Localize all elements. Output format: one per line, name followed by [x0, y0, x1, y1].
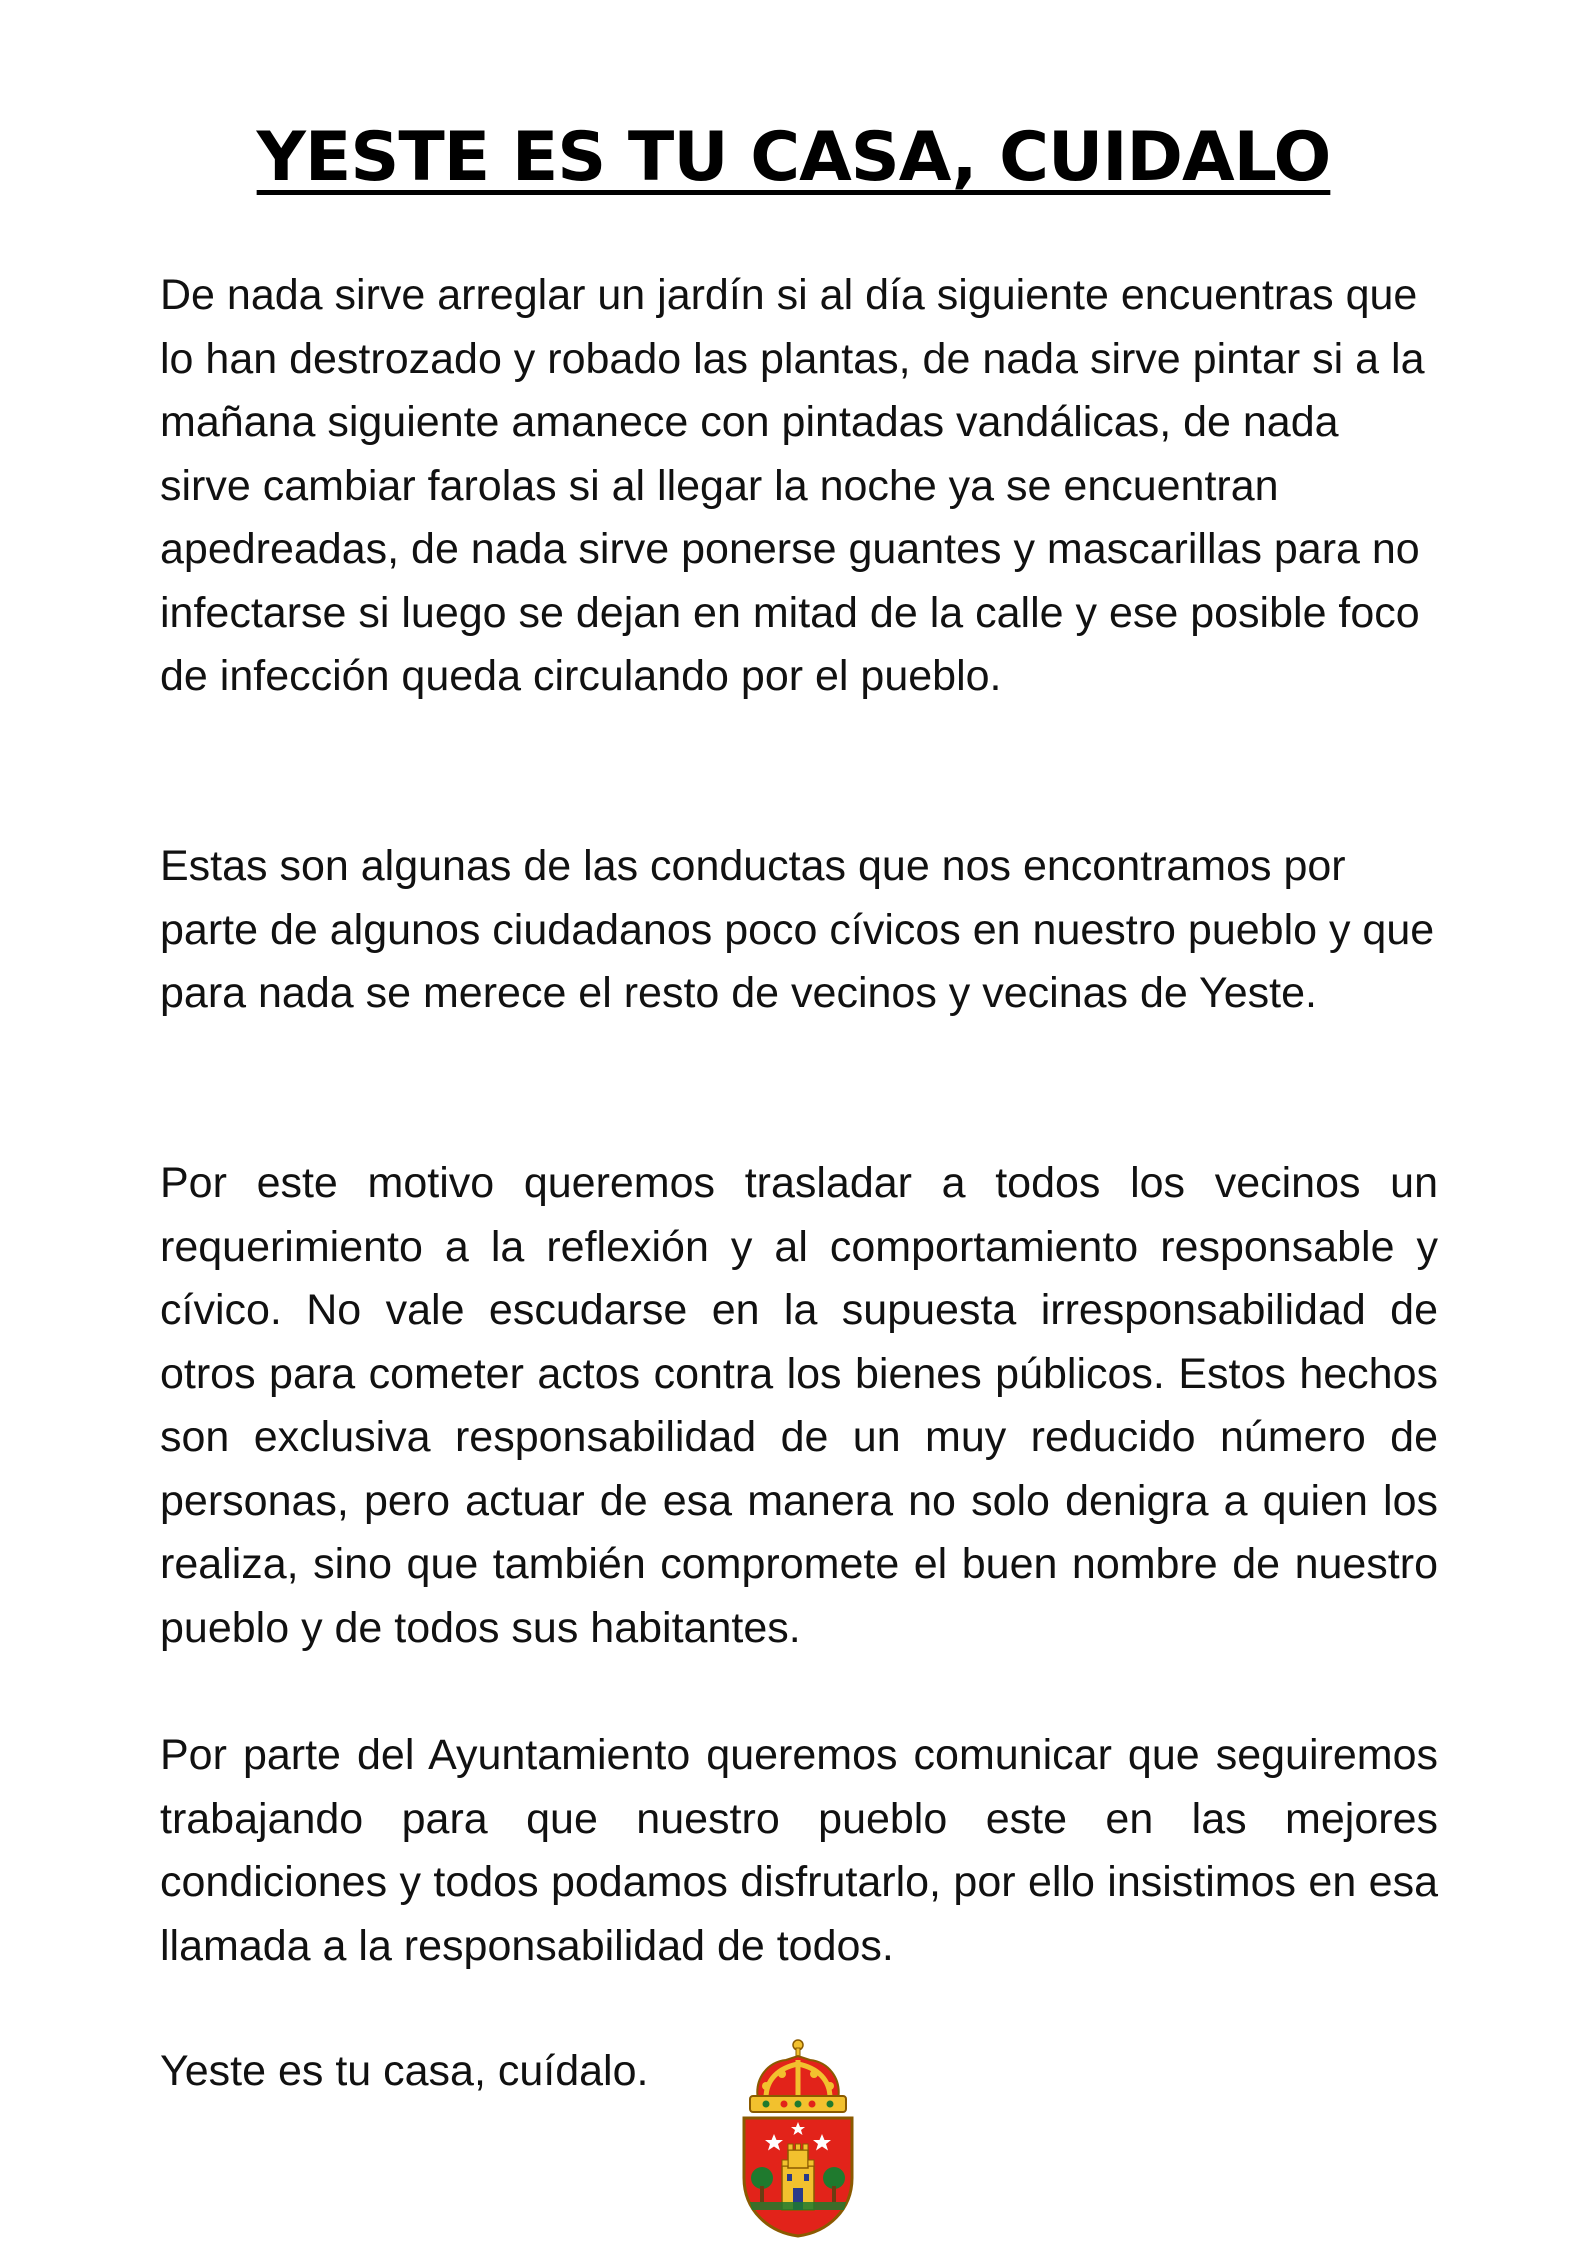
shield-icon [744, 2118, 852, 2236]
document-title: YESTE ES TU CASA, CUIDALO [256, 118, 1331, 197]
paragraph-2: Estas son algunas de las conductas que nos encontramos por parte de algunos ciudadanos poco cívicos en nuestro pueblo y que para nada se merece el resto de vecinos y vecinas de Yeste. [160, 842, 1435, 1017]
closing-line: Yeste es tu casa, cuídalo. [160, 2047, 649, 2095]
paragraph-4: Por parte del Ayuntamiento queremos comunicar que seguiremos trabajando para que nuestro pueblo este en las mejores condiciones y todos podamos disfrutarlo, por ello insistimos en esa llamada a la responsabilidad de todos. [160, 1731, 1438, 1970]
paragraph-1: De nada sirve arreglar un jardín si al día siguiente encuentras que lo han destrozado y robado las plantas, de nada sirve pintar si a la mañana siguiente amanece con pintadas vandálicas, de nada sirve cambiar farolas si al llegar la noche ya se encuentran apedreadas, de nada sirve ponerse guantes y mascarillas para no infectarse si luego se dejan en mitad de la calle y ese posible foco de infección queda circulando por el pueblo. [160, 271, 1425, 700]
coat-of-arms-icon [736, 2038, 860, 2238]
paragraph-3: Por este motivo queremos trasladar a todos los vecinos un requerimiento a la reflexión y al comportamiento responsable y cívico. No vale escudarse en la supuesta irresponsabilidad de otros para cometer actos contra los bienes públicos. Estos hechos son exclusiva responsabilidad de un muy reducido número de personas, pero actuar de esa manera no solo denigra a quien los realiza, sino que también compromete el buen nombre de nuestro pueblo y de todos sus habitantes. [160, 1159, 1438, 1652]
crown-icon [750, 2040, 846, 2112]
